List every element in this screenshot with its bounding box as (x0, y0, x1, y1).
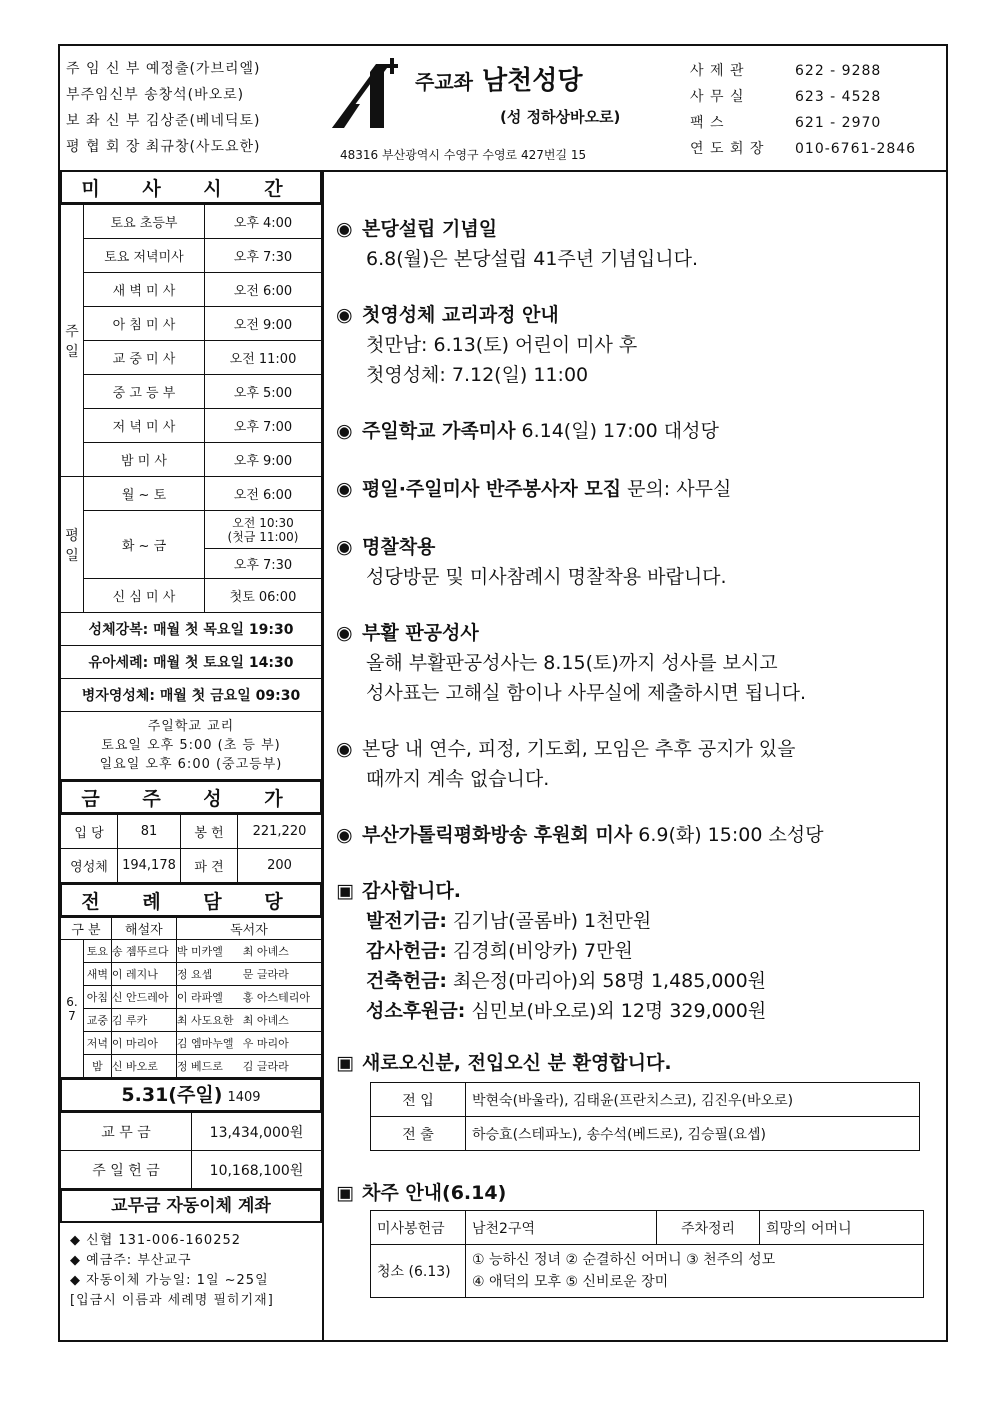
thanks-label: 감사헌금: (366, 940, 448, 962)
mass-name: 토요 초등부 (84, 205, 205, 239)
patron: (성 정하상바오로) (500, 108, 621, 126)
mass-time: 오전 6:00 (205, 273, 322, 307)
thanks-item (336, 906, 766, 936)
liturgy-header: 해설자 (111, 918, 176, 940)
offering-label: 미사봉헌금 (371, 1211, 466, 1245)
mass-time: 오전 9:00 (205, 307, 322, 341)
notice-confession (336, 618, 806, 708)
left-column (60, 170, 324, 1340)
mass-time: 오후 7:30 (205, 549, 322, 579)
hymn-label: 영성체 (61, 849, 118, 883)
auto-transfer-info (60, 1223, 322, 1319)
notice-line: 성당방문 및 미사참례시 명찰착용 바랍니다. (366, 566, 727, 588)
special-mass: 유아세례: 매월 첫 토요일 14:30 (61, 646, 322, 679)
auto-transfer-title: 교무금 자동이체 계좌 (60, 1189, 322, 1223)
mass-time: 오후 7:30 (205, 239, 322, 273)
notice-title: 부활 판공성사 (362, 622, 479, 644)
thanks-title: 감사합니다. (362, 880, 461, 902)
sunday-school-line: 주일학교 교리 (147, 719, 235, 734)
parish-logo-icon (330, 58, 400, 130)
mass-name: 토요 저녁미사 (84, 239, 205, 273)
square-bullet-icon: ▣ (336, 1052, 354, 1074)
staff-line: 평 협 회 장 최규창(사도요한) (66, 139, 261, 155)
thanks-text: 심민보(바오로)외 12명 329,000원 (465, 1000, 767, 1022)
parking-label: 주차정리 (657, 1211, 760, 1245)
mass-times-table (60, 204, 322, 780)
finance-title (60, 1078, 322, 1112)
notice-line: 첫만남: 6.13(토) 어린이 미사 후 (366, 334, 638, 356)
cleaning-line: ① 능하신 정녀 ② 순결하신 어머니 ③ 천주의 성모 (472, 1252, 776, 1268)
mass-time-note: (첫금 11:00) (227, 529, 299, 544)
hymn-value: 200 (238, 849, 322, 883)
mass-name: 밤 미 사 (84, 443, 205, 477)
hymn-value: 81 (118, 815, 181, 849)
thanks-text: 최은정(마리아)외 58명 1,485,000원 (447, 970, 767, 992)
auto-transfer-line: ◆ 자동이체 가능일: 1일 ~25일 (70, 1273, 269, 1288)
contact-label: 사 무 실 (690, 89, 745, 105)
liturgy-commentator: 이 레지나 (111, 963, 176, 986)
target-bullet-icon: ◉ (336, 420, 353, 442)
mass-name: 신 심 미 사 (84, 579, 205, 613)
mass-name: 새 벽 미 사 (84, 273, 205, 307)
hymn-label: 파 견 (181, 849, 238, 883)
contact-label: 팩 스 (690, 115, 725, 131)
liturgy-reader: 박 미카엘 (176, 940, 242, 963)
finance-date: 5.31(주일) (121, 1084, 223, 1106)
liturgy-mass: 저녁 (84, 1032, 112, 1055)
notice-title: 명찰착용 (362, 536, 436, 558)
mass-time: 오전 11:00 (205, 341, 322, 375)
liturgy-commentator: 송 젬뚜르다 (111, 940, 176, 963)
liturgy-reader: 최 아녜스 (243, 940, 322, 963)
address: 48316 부산광역시 수영구 수영로 427번길 15 (340, 148, 587, 162)
finance-label: 교 무 금 (61, 1113, 192, 1151)
contacts (690, 58, 916, 162)
liturgy-title: 전 례 담 당 (60, 883, 322, 917)
liturgy-commentator: 신 바오로 (111, 1055, 176, 1078)
notice-line: 6.8(월)은 본당설립 41주년 기념입니다. (366, 248, 698, 270)
notice-meetings (336, 734, 796, 794)
liturgy-reader: 우 마리아 (243, 1032, 322, 1055)
hymn-label: 봉 헌 (181, 815, 238, 849)
liturgy-mass: 아침 (84, 986, 112, 1009)
staff-line: 주 임 신 부 예정출(가브리엘) (66, 61, 261, 77)
liturgy-mass: 새벽 (84, 963, 112, 986)
special-mass: 병자영성체: 매월 첫 금요일 09:30 (61, 679, 322, 712)
notice-inline: 문의: 사무실 (621, 478, 732, 500)
finance-count: 1409 (227, 1090, 261, 1105)
liturgy-reader: 홍 아스테리아 (243, 986, 322, 1009)
notice-inline: 6.9(화) 15:00 소성당 (632, 824, 824, 846)
notice-title: 부산가톨릭평화방송 후원회 미사 (362, 824, 633, 846)
auto-transfer-line: ◆ 예금주: 부산교구 (70, 1253, 192, 1268)
target-bullet-icon: ◉ (336, 738, 353, 760)
contact-value: 623 - 4528 (795, 89, 882, 105)
finance-table (60, 1112, 322, 1189)
mass-time: 오후 5:00 (205, 375, 322, 409)
liturgy-reader: 이 라파엘 (176, 986, 242, 1009)
liturgy-reader: 정 요셉 (176, 963, 242, 986)
mass-time-weekday (205, 511, 322, 549)
notice-inline: 6.14(일) 17:00 대성당 (515, 420, 719, 442)
contact-row (690, 58, 916, 84)
liturgy-mass: 밤 (84, 1055, 112, 1078)
liturgy-commentator: 이 마리아 (111, 1032, 176, 1055)
target-bullet-icon: ◉ (336, 536, 353, 558)
thanks-text: 김경희(비앙카) 7만원 (447, 940, 633, 962)
target-bullet-icon: ◉ (336, 218, 353, 240)
notice-title: 주일학교 가족미사 (362, 420, 516, 442)
notice-title: 첫영성체 교리과정 안내 (362, 304, 559, 326)
parish-name: 남천성당 (482, 66, 583, 96)
parking-value: 희망의 어머니 (760, 1211, 924, 1245)
cleaning-line: ④ 애덕의 모후 ⑤ 신비로운 장미 (472, 1274, 669, 1290)
contact-value: 622 - 9288 (795, 63, 882, 79)
hymn-value: 194,178 (118, 849, 181, 883)
liturgy-header: 구 분 (61, 918, 112, 940)
thanks-item (336, 936, 766, 966)
contact-row (690, 84, 916, 110)
thanks-item (336, 996, 766, 1026)
liturgy-commentator: 김 루카 (111, 1009, 176, 1032)
contact-value: 010-6761-2846 (795, 141, 917, 157)
liturgy-mass: 토요 (84, 940, 112, 963)
staff-line: 부주임신부 송창석(바오로) (66, 87, 245, 103)
staff-list (66, 56, 261, 160)
weekday-label: 평일 (61, 477, 84, 613)
newcomers-table (370, 1082, 920, 1151)
liturgy-reader: 정 베드로 (176, 1055, 242, 1078)
liturgy-date: 6. 7 (61, 940, 84, 1078)
mass-time: 오후 9:00 (205, 443, 322, 477)
mass-time: 오전 10:30 (232, 515, 294, 530)
liturgy-reader: 김 글라라 (243, 1055, 322, 1078)
auto-transfer-line: [입금시 이름과 세례명 필히기재] (70, 1293, 274, 1308)
hymns-title: 금 주 성 가 (60, 780, 322, 814)
square-bullet-icon: ▣ (336, 1182, 354, 1204)
next-week-section (336, 1178, 506, 1208)
right-column (324, 170, 946, 1340)
liturgy-commentator: 신 안드레아 (111, 986, 176, 1009)
notice-first-communion (336, 300, 637, 390)
sunday-label: 주일 (61, 205, 84, 477)
thanks-section (336, 876, 766, 1026)
notice-accompanist (336, 474, 731, 504)
target-bullet-icon: ◉ (336, 824, 353, 846)
bulletin-frame (58, 44, 948, 1342)
liturgy-reader: 김 엠마누엘 (176, 1032, 242, 1055)
notice-family-mass (336, 416, 719, 446)
liturgy-mass: 교중 (84, 1009, 112, 1032)
cleaning-groups (466, 1245, 924, 1298)
hymns-table (60, 814, 322, 883)
notice-name-tag (336, 532, 727, 592)
contact-label: 사 제 관 (690, 63, 745, 79)
newcomers-label: 전 입 (371, 1083, 466, 1117)
contact-row (690, 110, 916, 136)
hymn-value: 221,220 (238, 815, 322, 849)
thanks-label: 발전기금: (366, 910, 448, 932)
thanks-item (336, 966, 766, 996)
liturgy-reader: 문 글라라 (243, 963, 322, 986)
parish-title (415, 60, 583, 97)
mass-name: 저 녁 미 사 (84, 409, 205, 443)
liturgy-table (60, 917, 322, 1078)
square-bullet-icon: ▣ (336, 880, 354, 902)
offering-value: 남천2구역 (466, 1211, 657, 1245)
notice-line: 때까지 계속 없습니다. (366, 768, 550, 790)
mass-name: 아 침 미 사 (84, 307, 205, 341)
newcomers-label: 전 출 (371, 1117, 466, 1151)
parish-prefix: 주교좌 (415, 70, 473, 94)
newcomers-section (336, 1048, 672, 1078)
newcomers-names: 박현숙(바울라), 김태윤(프란치스코), 김진우(바오로) (466, 1083, 920, 1117)
mass-time: 오전 6:00 (205, 477, 322, 511)
sunday-school (61, 712, 322, 780)
mass-time: 오후 4:00 (205, 205, 322, 239)
next-week-title: 차주 안내(6.14) (362, 1182, 507, 1204)
newcomers-names: 하승효(스테파노), 송수석(베드로), 김승필(요셉) (466, 1117, 920, 1151)
hymn-label: 입 당 (61, 815, 118, 849)
mass-name: 화 ~ 금 (84, 511, 205, 579)
sunday-school-line: 토요일 오후 5:00 (초 등 부) (101, 738, 281, 753)
thanks-text: 김기남(골롬바) 1천만원 (447, 910, 652, 932)
liturgy-header: 독서자 (176, 918, 321, 940)
cleaning-label: 청소 (6.13) (371, 1245, 466, 1298)
notice-line: 올해 부활판공성사는 8.15(토)까지 성사를 보시고 (366, 652, 778, 674)
auto-transfer-line: ◆ 신협 131-006-160252 (70, 1233, 242, 1248)
target-bullet-icon: ◉ (336, 622, 353, 644)
notice-title: 평일·주일미사 반주봉사자 모집 (362, 478, 622, 500)
newcomers-title: 새로오신분, 전입오신 분 환영합니다. (362, 1052, 672, 1074)
notice-title: 본당설립 기념일 (362, 218, 498, 240)
finance-value: 13,434,000원 (192, 1113, 322, 1151)
mass-name: 월 ~ 토 (84, 477, 205, 511)
mass-time: 첫토 06:00 (205, 579, 322, 613)
mass-times-title: 미 사 시 간 (60, 170, 322, 204)
mass-name: 교 중 미 사 (84, 341, 205, 375)
mass-time: 오후 7:00 (205, 409, 322, 443)
finance-label: 주 일 헌 금 (61, 1151, 192, 1189)
mass-name: 중 고 등 부 (84, 375, 205, 409)
contact-row (690, 136, 916, 162)
thanks-label: 성소후원금: (366, 1000, 466, 1022)
sunday-school-line: 일요일 오후 6:00 (중고등부) (99, 757, 283, 772)
finance-value: 10,168,100원 (192, 1151, 322, 1189)
next-week-table (370, 1210, 924, 1298)
notice-plain: 본당 내 연수, 피정, 기도회, 모임은 추후 공지가 있을 (362, 738, 796, 760)
header (60, 46, 946, 172)
notice-line: 성사표는 고해실 함이나 사무실에 제출하시면 됩니다. (366, 682, 807, 704)
staff-line: 보 좌 신 부 김상준(베네딕토) (66, 113, 261, 129)
contact-label: 연 도 회 장 (690, 141, 765, 157)
liturgy-reader: 최 아녜스 (243, 1009, 322, 1032)
notice-broadcast-mass (336, 820, 824, 850)
target-bullet-icon: ◉ (336, 478, 353, 500)
special-mass: 성체강복: 매월 첫 목요일 19:30 (61, 613, 322, 646)
thanks-label: 건축헌금: (366, 970, 448, 992)
contact-value: 621 - 2970 (795, 115, 882, 131)
target-bullet-icon: ◉ (336, 304, 353, 326)
notice-line: 첫영성체: 7.12(일) 11:00 (366, 364, 589, 386)
liturgy-reader: 최 사도요한 (176, 1009, 242, 1032)
notice-founding (336, 214, 698, 274)
